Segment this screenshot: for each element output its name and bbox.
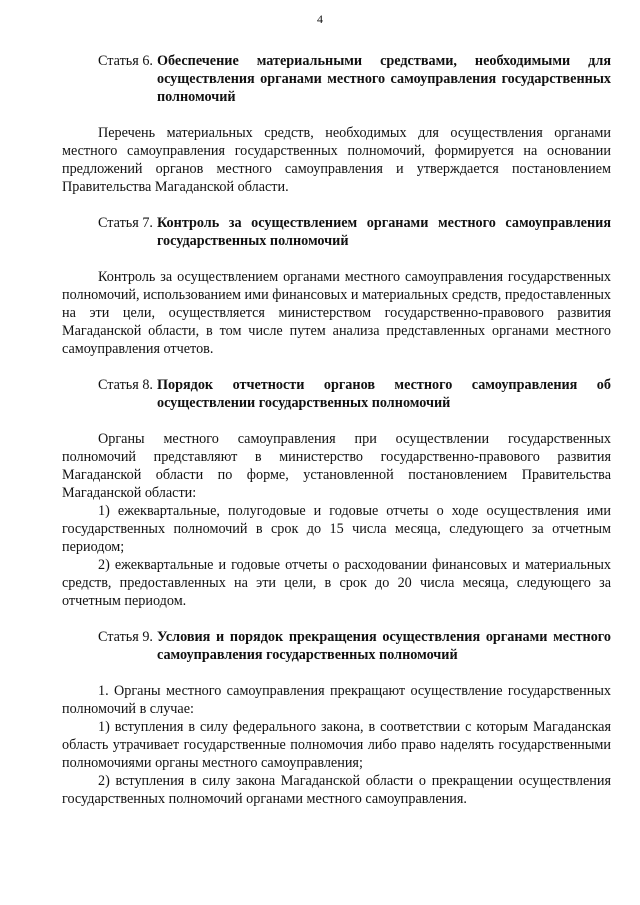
article-heading (62, 628, 611, 664)
article-paragraph: 1) ежеквартальные, полугодовые и годовые отчеты о ходе осуществления ими государственных полномочий в срок до 15 числа месяца, следующего за отчетным периодом; (62, 503, 611, 555)
page-number: 4 (317, 12, 323, 26)
article-number: Статья 7. (98, 215, 153, 231)
article-title: Контроль за осуществлением органами местного самоуправления государственных полномочий (156, 215, 611, 249)
article-paragraph: 1) вступления в силу федерального закона, в соответствии с которым Магаданская область утрачивает государственные полномочия либо право наделять государственными полномочиями органы местного самоуправления; (62, 719, 611, 771)
article-heading (62, 52, 611, 106)
article-title: Порядок отчетности органов местного самоуправления об осуществлении государственных полномочий (156, 377, 611, 411)
article-number: Статья 6. (98, 53, 153, 69)
article-paragraph: 1. Органы местного самоуправления прекращают осуществление государственных полномочий в случае: (62, 683, 611, 717)
article-6 (62, 52, 611, 214)
document-body (62, 52, 611, 808)
article-paragraph: 2) ежеквартальные и годовые отчеты о расходовании финансовых и материальных средств, предоставленных на эти цели, в срок до 20 числа месяца, следующего за отчетным периодом. (62, 557, 611, 609)
article-paragraph: Органы местного самоуправления при осуществлении государственных полномочий представляют в министерство государственно-правового развития Магаданской области по форме, установленной постановлением Правительства Магаданской области: (62, 431, 611, 501)
article-8 (62, 376, 611, 628)
article-heading (62, 214, 611, 250)
article-paragraph: Перечень материальных средств, необходимых для осуществления органами местного самоуправления государственных полномочий, формируется на основании предложений органов местного самоуправления и утверждается постановлением Правительства Магаданской области. (62, 125, 611, 195)
article-7 (62, 214, 611, 376)
article-heading (62, 376, 611, 412)
article-9 (62, 628, 611, 808)
article-title: Обеспечение материальными средствами, необходимыми для осуществления органами местного самоуправления государственных полномочий (156, 53, 611, 105)
article-paragraph: 2) вступления в силу закона Магаданской области о прекращении осуществления государственных полномочий органами местного самоуправления. (62, 773, 611, 807)
article-paragraph: Контроль за осуществлением органами местного самоуправления государственных полномочий, использованием ими финансовых и материальных средств, предоставленных на эти цели, осуществляется министерством государственно-правового развития Магаданской области, в том числе путем анализа представленных органами местного самоуправления отчетов. (62, 269, 611, 357)
article-number: Статья 9. (98, 629, 153, 645)
article-number: Статья 8. (98, 377, 153, 393)
article-title: Условия и порядок прекращения осуществления органами местного самоуправления государственных полномочий (156, 629, 611, 663)
